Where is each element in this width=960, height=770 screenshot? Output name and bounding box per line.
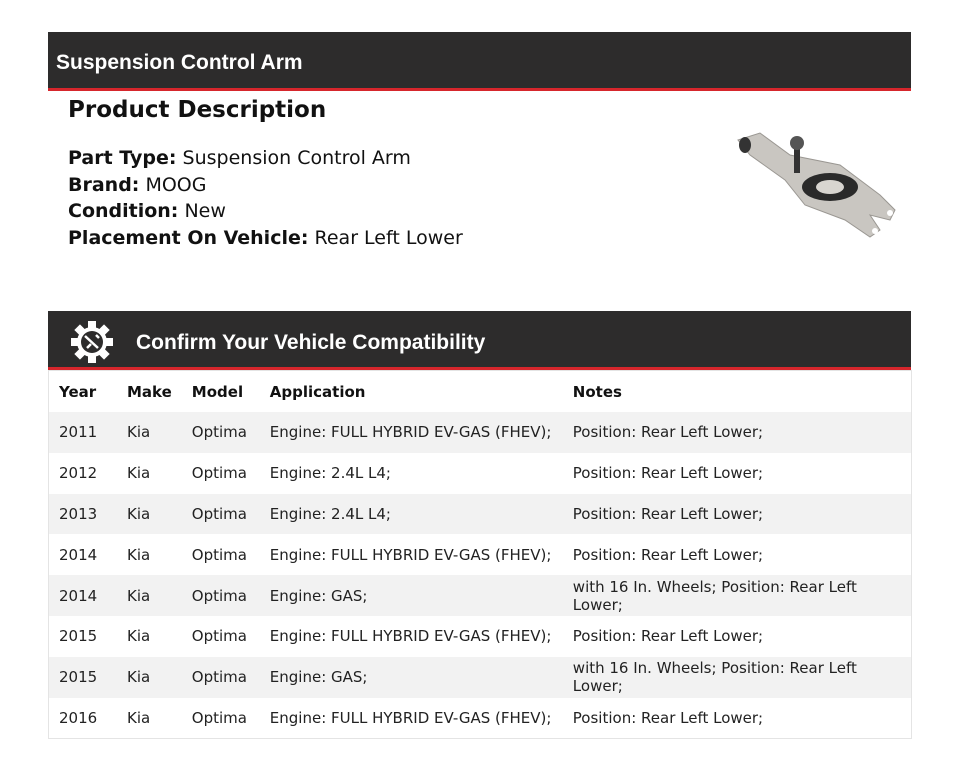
table-cell: 2015 xyxy=(59,627,98,646)
field-value: MOOG xyxy=(145,173,207,196)
column-header: Make xyxy=(127,382,172,401)
table-cell: 2013 xyxy=(59,504,98,523)
table-cell: Kia xyxy=(127,504,151,523)
compatibility-title: Confirm Your Vehicle Compatibility xyxy=(136,331,486,354)
table-cell: 2012 xyxy=(59,464,98,483)
field-label: Brand: xyxy=(68,173,140,196)
field-row xyxy=(68,172,463,199)
table-cell: Kia xyxy=(127,708,151,727)
table-row xyxy=(49,657,912,698)
table-row xyxy=(49,698,912,739)
table-cell: Engine: GAS; xyxy=(269,586,368,605)
table-cell: 2014 xyxy=(59,586,98,605)
column-header: Notes xyxy=(572,382,622,401)
field-row xyxy=(68,225,463,252)
table-cell: 2014 xyxy=(59,545,98,564)
table-row xyxy=(49,575,912,616)
table-cell: Kia xyxy=(127,586,151,605)
table-cell: Kia xyxy=(127,545,151,564)
table-cell: Engine: FULL HYBRID EV-GAS (FHEV); xyxy=(269,708,552,727)
title-bar xyxy=(48,32,911,91)
table-row xyxy=(49,412,912,453)
description-heading: Product Description xyxy=(68,97,327,123)
table-cell: Optima xyxy=(191,545,247,564)
table-cell: Optima xyxy=(191,668,247,687)
field-row xyxy=(68,145,463,172)
product-image xyxy=(730,125,900,245)
table-cell: Optima xyxy=(191,464,247,483)
field-label: Condition: xyxy=(68,200,179,222)
table-cell: Optima xyxy=(191,423,247,442)
table-cell: Engine: GAS; xyxy=(269,668,368,687)
product-description xyxy=(68,97,463,251)
table-cell: 2016 xyxy=(59,708,98,727)
column-header: Application xyxy=(269,382,366,401)
table-cell: Optima xyxy=(191,504,247,523)
table-cell: Position: Rear Left Lower; xyxy=(572,504,764,523)
table-cell: Position: Rear Left Lower; xyxy=(572,423,764,442)
field-row xyxy=(68,198,463,225)
table-cell: Kia xyxy=(127,627,151,646)
table-row xyxy=(49,534,912,575)
table-cell: Optima xyxy=(191,708,247,727)
table-cell: Kia xyxy=(127,423,151,442)
table-cell: Position: Rear Left Lower; xyxy=(572,627,764,646)
column-header: Model xyxy=(191,382,244,401)
table-cell: Position: Rear Left Lower; xyxy=(572,545,764,564)
table-row xyxy=(49,494,912,535)
table-cell: Optima xyxy=(191,627,247,646)
table-cell: Engine: 2.4L L4; xyxy=(269,464,391,483)
table-cell: 2015 xyxy=(59,668,98,687)
table-row xyxy=(49,453,912,494)
table-cell: Engine: FULL HYBRID EV-GAS (FHEV); xyxy=(269,627,552,646)
table-cell: Kia xyxy=(127,464,151,483)
table-cell: Engine: 2.4L L4; xyxy=(269,504,391,523)
product-title: Suspension Control Arm xyxy=(56,51,303,74)
compatibility-table xyxy=(48,370,912,739)
table-cell: Engine: FULL HYBRID EV-GAS (FHEV); xyxy=(269,545,552,564)
table-cell: with 16 In. Wheels; Position: Rear Left Lower; xyxy=(572,659,857,696)
column-header: Year xyxy=(59,382,97,401)
table-cell: Kia xyxy=(127,668,151,687)
table-row xyxy=(49,616,912,657)
table-cell: with 16 In. Wheels; Position: Rear Left Lower; xyxy=(572,577,857,614)
table-cell: Position: Rear Left Lower; xyxy=(572,464,764,483)
table-cell: 2011 xyxy=(59,423,98,442)
field-value: New xyxy=(184,200,226,222)
field-label: Placement On Vehicle: xyxy=(68,226,309,249)
field-value: Suspension Control Arm xyxy=(182,147,411,169)
field-label: Part Type: xyxy=(68,147,177,169)
table-cell: Position: Rear Left Lower; xyxy=(572,708,764,727)
field-value: Rear Left Lower xyxy=(314,226,463,249)
table-cell: Engine: FULL HYBRID EV-GAS (FHEV); xyxy=(269,423,552,442)
table-cell: Optima xyxy=(191,586,247,605)
compatibility-bar xyxy=(48,311,911,370)
gear-icon xyxy=(70,320,114,364)
